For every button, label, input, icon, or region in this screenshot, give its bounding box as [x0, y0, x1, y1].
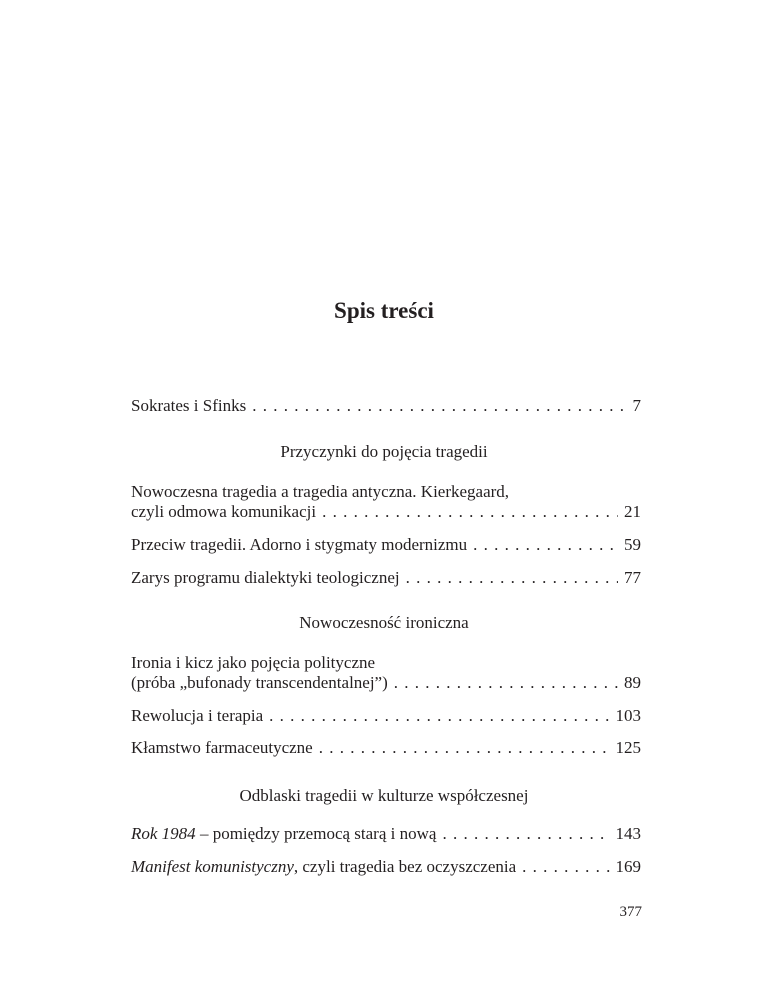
toc-entry [131, 535, 641, 555]
toc-entry [131, 824, 641, 844]
toc-entry-title-line: Nowoczesna tragedia a tragedia antyczna. Kierkegaard, [131, 482, 510, 501]
toc-entry-title-rest: – pomiędzy przemocą starą i nową [195, 824, 437, 843]
leader-dots [442, 824, 609, 844]
section-heading: Odblaski tragedii w kulturze współczesnej [239, 786, 529, 805]
toc-entry [131, 568, 641, 588]
section-heading: Przyczynki do pojęcia tragedii [280, 442, 488, 461]
toc-entry-title: (próba „bufonady transcendentalnej”) [131, 673, 388, 692]
toc-entry-page: 103 [615, 706, 641, 725]
toc-entry [131, 653, 641, 693]
leader-dots [252, 396, 626, 416]
toc-entry [131, 706, 641, 726]
toc-entry [131, 396, 641, 416]
toc-entry-title-line: Ironia i kicz jako pojęcia polityczne [131, 653, 376, 672]
toc-entry-title [131, 857, 516, 877]
leader-dots [319, 738, 610, 758]
toc-entry-title: Rewolucja i terapia [131, 706, 264, 725]
toc-entry-page: 89 [624, 673, 641, 692]
toc-entry-title: Przeciw tragedii. Adorno i stygmaty modernizmu [131, 535, 468, 554]
toc-entry-title: Zarys programu dialektyki teologicznej [131, 568, 400, 587]
toc-entry-page: 143 [615, 824, 641, 843]
toc-entry-page: 125 [615, 738, 641, 757]
toc-entry-page: 59 [624, 535, 641, 554]
toc-entry-title [131, 824, 436, 844]
toc-entry [131, 482, 641, 522]
toc-entry-page: 21 [624, 502, 641, 521]
toc-entry-page: 169 [615, 857, 641, 876]
toc-entry [131, 857, 641, 877]
toc-entry-page: 7 [632, 396, 641, 415]
leader-dots [522, 857, 609, 877]
toc-entry [131, 738, 641, 758]
page-number: 377 [619, 904, 642, 920]
toc-entry-italic-title: Rok 1984 [131, 824, 196, 843]
leader-dots [394, 673, 618, 693]
toc-entry-title: czyli odmowa komunikacji [131, 502, 317, 521]
toc-entry-title-rest: , czyli tragedia bez oczyszczenia [293, 857, 517, 876]
leader-dots [473, 535, 618, 555]
leader-dots [322, 502, 618, 522]
section-heading: Nowoczesność ironiczna [299, 613, 469, 632]
page-title: Spis treści [334, 298, 434, 323]
toc-entry-italic-title: Manifest komunistyczny [131, 857, 294, 876]
toc-entry-title: Sokrates i Sfinks [131, 396, 247, 415]
toc-entry-title: Kłamstwo farmaceutyczne [131, 738, 313, 757]
leader-dots [406, 568, 618, 588]
leader-dots [269, 706, 609, 726]
toc-entry-page: 77 [624, 568, 641, 587]
